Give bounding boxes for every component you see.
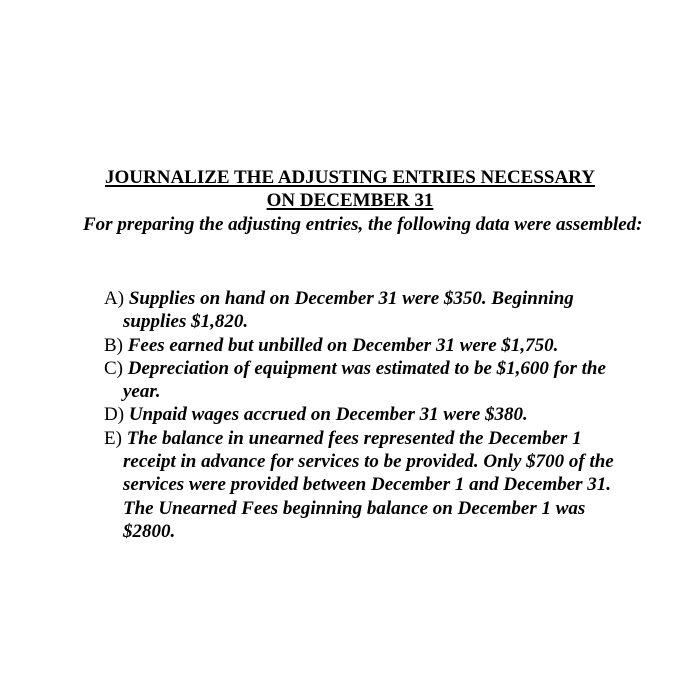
list-item (104, 427, 634, 543)
list-item (104, 287, 634, 334)
list-item (104, 334, 634, 357)
item-letter: C) (104, 357, 123, 379)
item-letter: B) (104, 334, 123, 356)
page-title (60, 166, 640, 212)
list-item (104, 357, 634, 404)
item-text: The balance in unearned fees represented the December 1 receipt in advance for services to be provided. Only $700 of the services were provided between December 1 and December 31. The Unearned Fees beginning balance on December 1 was $2800. (123, 427, 614, 542)
adjustment-data-list (104, 287, 634, 543)
item-text: Fees earned but unbilled on December 31 were $1,750. (127, 334, 559, 356)
item-text: Unpaid wages accrued on December 31 were $380. (128, 404, 528, 426)
item-letter: D) (104, 404, 125, 426)
item-letter: E) (104, 427, 122, 449)
title-line-2: ON DECEMBER 31 (266, 190, 434, 211)
item-letter: A) (104, 288, 125, 309)
list-item (104, 403, 634, 426)
intro-text: For preparing the adjusting entries, the following data were assembled: (83, 214, 643, 235)
item-text: Depreciation of equipment was estimated to be $1,600 for the year. (123, 357, 606, 403)
title-line-1: JOURNALIZE THE ADJUSTING ENTRIES NECESSARY (105, 167, 595, 188)
item-text: Supplies on hand on December 31 were $350. Beginning supplies $1,820. (123, 288, 574, 333)
